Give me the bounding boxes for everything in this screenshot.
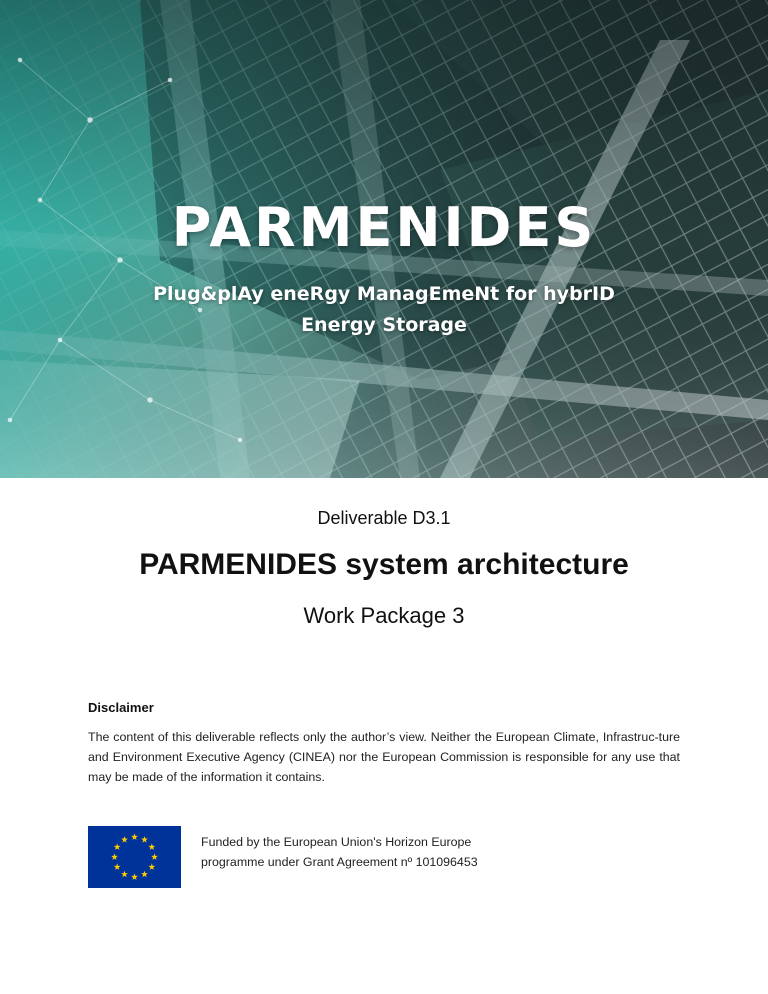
eu-star-icon [114,843,121,850]
deliverable-label: Deliverable D3.1 [317,508,451,528]
document-title: PARMENIDES system architecture [139,548,629,581]
eu-star-icon [121,871,128,878]
disclaimer-heading: Disclaimer [88,700,154,715]
hero-subtitle-line1: Plug&plAy eneRgy ManagEmeNt for hybrID [153,283,615,305]
hero-title: PARMENIDES [171,196,597,259]
work-package-label: Work Package 3 [303,603,465,628]
eu-star-icon [131,833,138,840]
eu-star-icon [148,843,155,850]
eu-flag-icon [88,826,181,888]
eu-star-icon [121,836,128,843]
hero-subtitle-line2: Energy Storage [301,314,467,336]
cover-hero-image [0,0,768,478]
eu-star-icon [131,873,138,880]
eu-star-icon [111,853,118,860]
eu-star-icon [148,863,155,870]
eu-star-icon [141,836,148,843]
disclaimer-text: The content of this deliverable reflects only the author’s view. Neither the European Climate, Infrastruc-ture and Environment Executive Agency (CINEA) nor the European Commission is responsible for any use that may be made of the information it contains. [88,730,680,784]
eu-star-icon [114,863,121,870]
eu-stars-icon [88,826,181,888]
eu-star-icon [151,853,158,860]
eu-star-icon [141,871,148,878]
funding-statement: Funded by the European Union's Horizon Europe programme under Grant Agreement nº 101096453 [201,835,478,869]
